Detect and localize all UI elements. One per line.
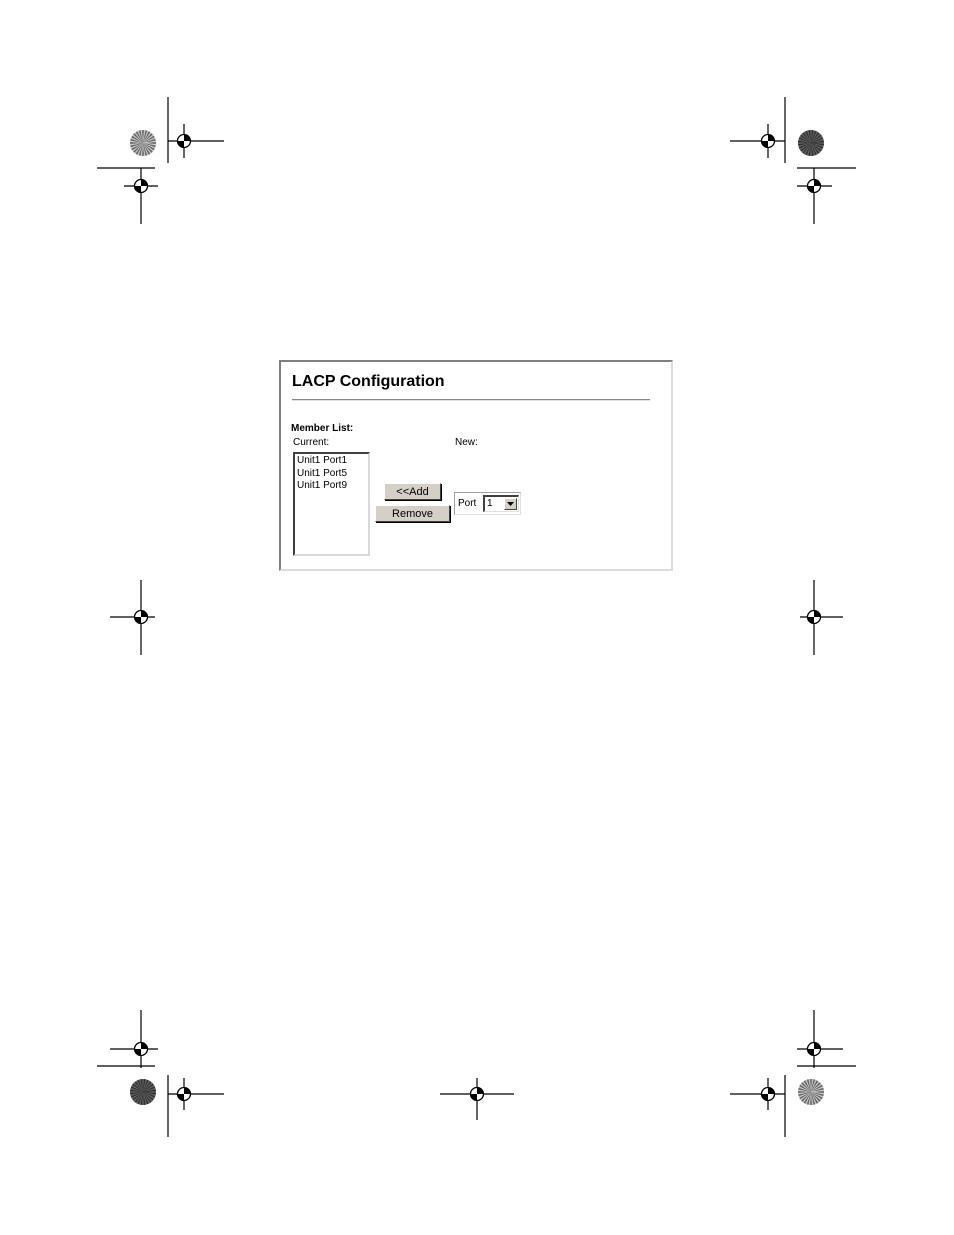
- radial-starburst-icon: [130, 1079, 156, 1105]
- radial-starburst-icon: [798, 1079, 824, 1105]
- list-item[interactable]: Unit1 Port1: [297, 455, 348, 466]
- list-item[interactable]: Unit1 Port5: [297, 467, 348, 479]
- new-port-group: [454, 492, 521, 515]
- port-label: Port: [458, 498, 477, 509]
- title-divider: [292, 399, 650, 401]
- list-item[interactable]: Unit1 Port9: [297, 480, 348, 491]
- current-members-listbox[interactable]: [293, 452, 370, 556]
- remove-button[interactable]: Remove: [375, 505, 450, 522]
- current-label: Current:: [293, 437, 330, 448]
- add-button[interactable]: <<Add: [384, 483, 441, 500]
- new-label: New:: [455, 437, 478, 448]
- lacp-configuration-panel: [279, 360, 673, 571]
- port-select[interactable]: [483, 495, 519, 512]
- member-list-heading: Member List:: [291, 423, 354, 434]
- port-selected-value: 1: [487, 498, 493, 509]
- radial-starburst-icon: [798, 130, 824, 156]
- radial-starburst-icon: [130, 130, 156, 156]
- page-title: LACP Configuration: [292, 373, 445, 390]
- chevron-down-icon[interactable]: [504, 498, 517, 510]
